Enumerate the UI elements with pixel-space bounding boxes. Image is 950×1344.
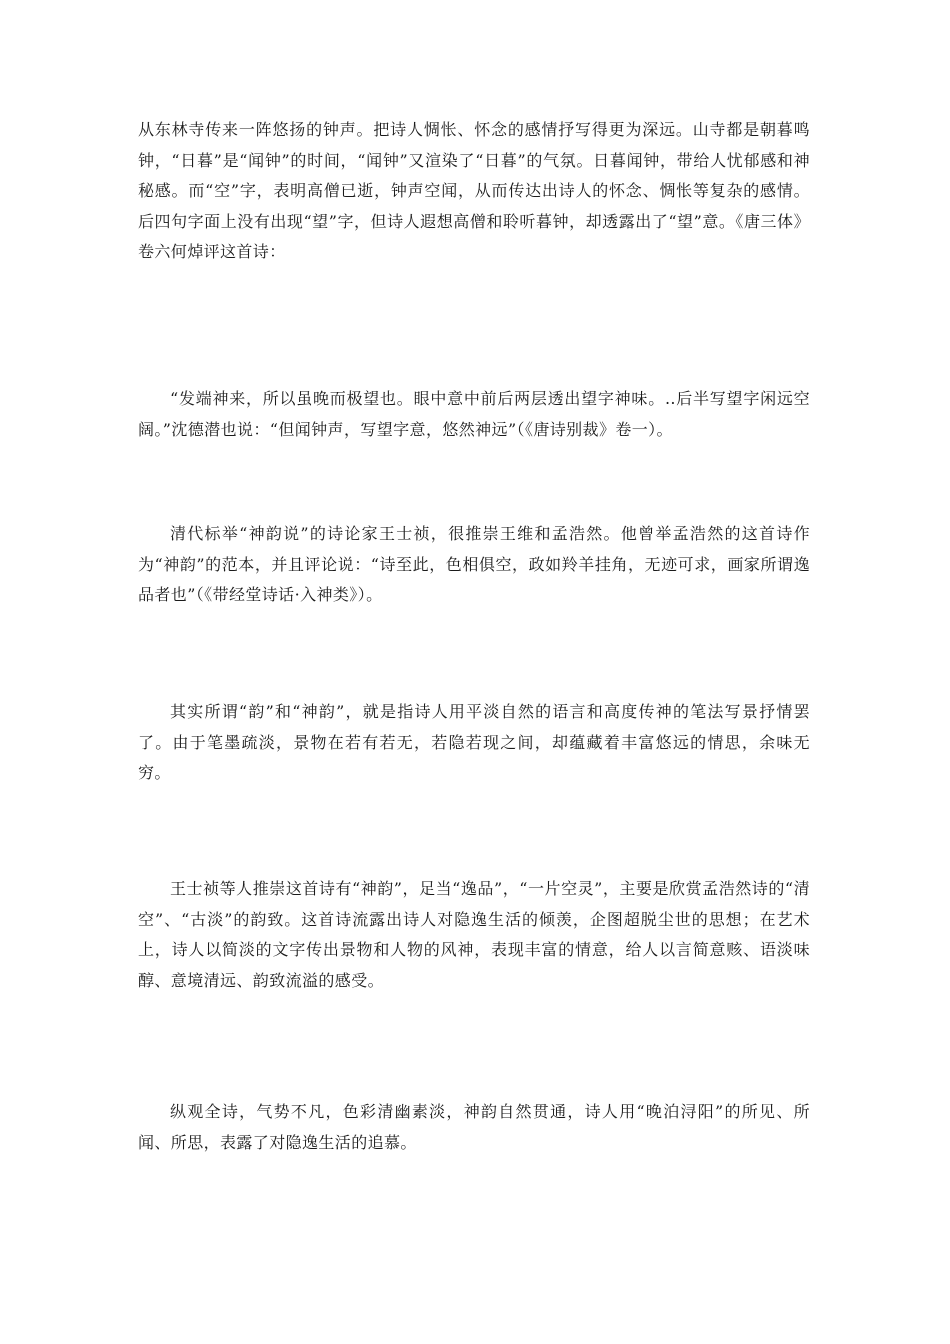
paragraph-3: 清代标举“神韵说”的诗论家王士祯，很推崇王维和孟浩然。他曾举孟浩然的这首诗作为“神韵”的范本，并且评论说：“诗至此，色相俱空，政如羚羊挂角，无迹可求，画家所谓逸品者也”（《带经堂诗话·入神类》）。 [138, 524, 810, 605]
paragraph-6: 纵观全诗，气势不凡，色彩清幽素淡，神韵自然贯通，诗人用“晚泊浔阳”的所见、所闻、所思，表露了对隐逸生活的追慕。 [138, 1102, 810, 1152]
paragraph-2: “发端神来，所以虽晚而极望也。眼中意中前后两层透出望字神味。..后半写望字闲远空阔。”沈德潜也说：“但闻钟声，写望字意，悠然神远”（《唐诗别裁》卷一）。 [138, 389, 810, 439]
paragraph-1: 从东林寺传来一阵悠扬的钟声。把诗人惆怅、怀念的感情抒写得更为深远。山寺都是朝暮鸣钟，“日暮”是“闻钟”的时间，“闻钟”又渲染了“日暮”的气氛。日暮闻钟，带给人忧郁感和神秘感。而“空”字，表明高僧已逝，钟声空闻，从而传达出诗人的怀念、惆怅等复杂的感情。后四句字面上没有出现“望”字，但诗人遐想高僧和聆听暮钟，却透露出了“望”意。《唐三体》卷六何焯评这首诗： [138, 120, 810, 262]
paragraph-4: 其实所谓“韵”和“神韵”，就是指诗人用平淡自然的语言和高度传神的笔法写景抒情罢了。由于笔墨疏淡，景物在若有若无，若隐若现之间，却蕴藏着丰富悠远的情思，余味无穷。 [138, 702, 810, 783]
paragraph-5: 王士祯等人推崇这首诗有“神韵”，足当“逸品”，“一片空灵”，主要是欣赏孟浩然诗的“清空”、“古淡”的韵致。这首诗流露出诗人对隐逸生活的倾羡，企图超脱尘世的思想；在艺术上，诗人以简淡的文字传出景物和人物的风神，表现丰富的情意，给人以言简意赅、语淡味醇、意境清远、韵致流溢的感受。 [138, 879, 810, 990]
